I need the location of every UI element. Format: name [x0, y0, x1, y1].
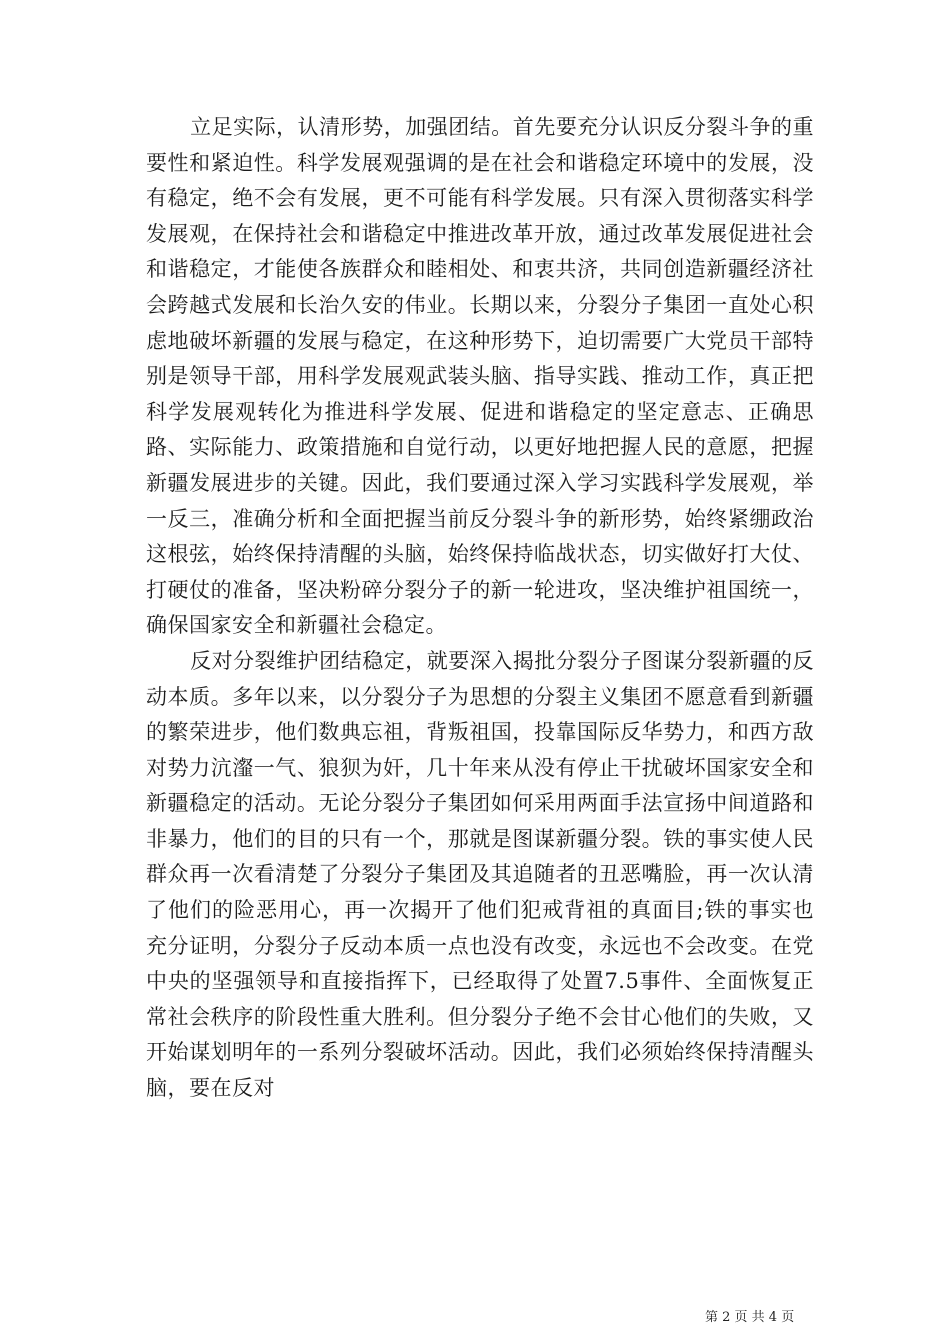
document-body [146, 110, 814, 1107]
paragraph-1: 立足实际，认清形势，加强团结。首先要充分认识反分裂斗争的重要性和紧迫性。科学发展观强调的是在社会和谐稳定环境中的发展，没有稳定，绝不会有发展，更不可能有科学发展。只有深入贯彻落实科学发展观，在保持社会和谐稳定中推进改革开放，通过改革发展促进社会和谐稳定，才能使各族群众和睦相处、和衷共济，共同创造新疆经济社会跨越式发展和长治久安的伟业。长期以来，分裂分子集团一直处心积虑地破坏新疆的发展与稳定，在这种形势下，迫切需要广大党员干部特别是领导干部，用科学发展观武装头脑、指导实践、推动工作，真正把科学发展观转化为推进科学发展、促进和谐稳定的坚定意志、正确思路、实际能力、政策措施和自觉行动，以更好地把握人民的意愿，把握新疆发展进步的关键。因此，我们要通过深入学习实践科学发展观，举一反三，准确分析和全面把握当前反分裂斗争的新形势，始终紧绷政治这根弦，始终保持清醒的头脑，始终保持临战状态，切实做好打大仗、打硬仗的准备，坚决粉碎分裂分子的新一轮进攻，坚决维护祖国统一，确保国家安全和新疆社会稳定。 [146, 115, 814, 638]
paragraph-2: 反对分裂维护团结稳定，就要深入揭批分裂分子图谋分裂新疆的反动本质。多年以来，以分裂分子为思想的分裂主义集团不愿意看到新疆的繁荣进步，他们数典忘祖，背叛祖国，投靠国际反华势力，和西方敌对势力沆瀣一气、狼狈为奸，几十年来从没有停止干扰破坏国家安全和新疆稳定的活动。无论分裂分子集团如何采用两面手法宣扬中间道路和非暴力，他们的目的只有一个，那就是图谋新疆分裂。铁的事实使人民群众再一次看清楚了分裂分子集团及其追随者的丑恶嘴脸，再一次认清了他们的险恶用心，再一次揭开了他们犯戒背祖的真面目;铁的事实也充分证明，分裂分子反动本质一点也没有改变，永远也不会改变。在党中央的坚强领导和直接指挥下，已经取得了处置7.5事件、全面恢复正常社会秩序的阶段性重大胜利。但分裂分子绝不会甘心他们的失败，又开始谋划明年的一系列分裂破坏活动。因此，我们必须始终保持清醒头脑，要在反对 [146, 648, 814, 1101]
page-number-footer: 第 2 页 共 4 页 [705, 1310, 795, 1325]
